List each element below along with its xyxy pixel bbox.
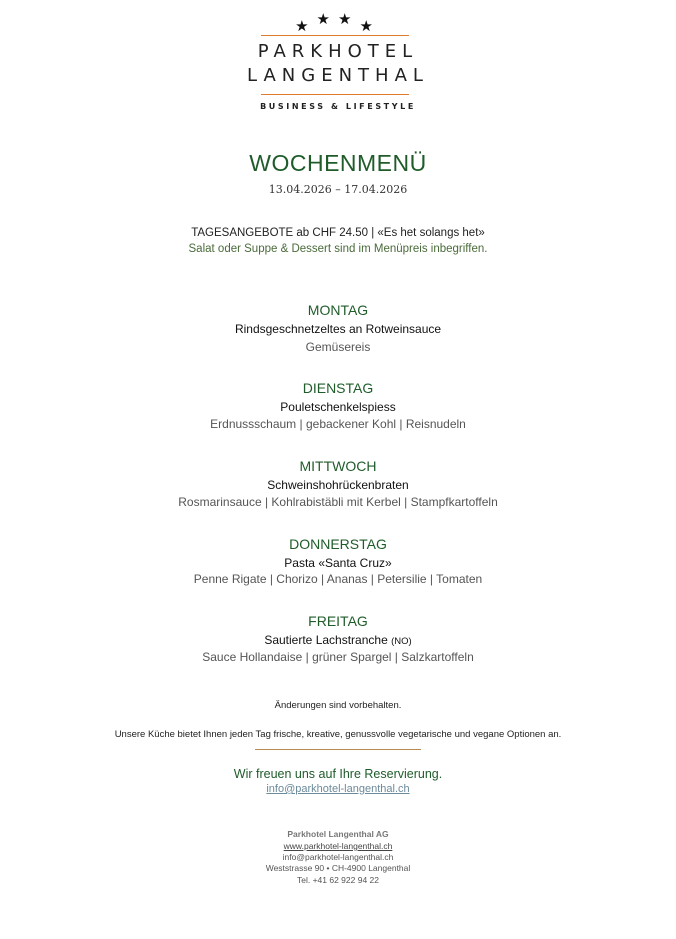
offer-line: TAGESANGEBOTE ab CHF 24.50 | «Es het solangs het»: [191, 227, 485, 239]
reservation-email-link[interactable]: info@parkhotel-langenthal.ch: [266, 783, 410, 795]
footer-email: info@parkhotel-langenthal.ch: [282, 852, 394, 862]
reservation-text: Wir freuen uns auf Ihre Reservierung.: [233, 767, 443, 781]
day-heading: DONNERSTAG: [289, 536, 387, 552]
day-heading: FREITAG: [308, 613, 368, 629]
day-dish: [0, 633, 676, 647]
day-dish: [0, 322, 676, 336]
day-sides: Penne Rigate | Chorizo | Ananas | Petersilie | Tomaten: [193, 572, 483, 586]
star-icon: ★: [359, 18, 381, 35]
star-icon: ★: [295, 18, 317, 35]
day-sides: Gemüsereis: [305, 340, 371, 354]
dish-note: (NO): [391, 636, 412, 647]
section-divider: [255, 749, 421, 750]
logo-line-1: PARKHOTEL: [257, 41, 419, 62]
included-line: Salat oder Suppe & Dessert sind im Menüpreis inbegriffen.: [188, 243, 488, 255]
logo-bottom-line: [261, 94, 409, 95]
day-dish: [0, 478, 676, 492]
dish-name: Sautierte Lachstranche: [264, 633, 388, 647]
footer-company: Parkhotel Langenthal AG: [287, 829, 389, 839]
menu-date-range: 13.04.2026 – 17.04.2026: [268, 183, 408, 196]
footer-address: Weststrasse 90 • CH-4900 Langenthal: [265, 863, 411, 873]
dish-name: Rindsgeschnetzeltes an Rotweinsauce: [234, 322, 442, 336]
logo-line-2: LANGENTHAL: [247, 65, 429, 86]
dish-name: Pasta «Santa Cruz»: [284, 556, 392, 570]
menu-title: WOCHENMENÜ: [249, 150, 427, 176]
day-heading: MITTWOCH: [299, 458, 377, 474]
day-dish: [0, 400, 676, 414]
logo-stars: [0, 10, 676, 35]
day-heading: MONTAG: [307, 302, 369, 318]
dish-name: Schweinshohrückenbraten: [267, 478, 409, 492]
footer-phone: Tel. +41 62 922 94 22: [297, 875, 379, 885]
changes-note: Änderungen sind vorbehalten.: [274, 700, 402, 711]
day-sides: Sauce Hollandaise | grüner Spargel | Salzkartoffeln: [202, 650, 474, 664]
day-heading: DIENSTAG: [302, 380, 374, 396]
footer-website-link[interactable]: www.parkhotel-langenthal.ch: [283, 841, 393, 851]
vegetarian-note: Unsere Küche bietet Ihnen jeden Tag frische, kreative, genussvolle vegetarische und vegane Optionen an.: [114, 729, 562, 740]
logo-tagline: BUSINESS & LIFESTYLE: [260, 102, 416, 111]
star-icon: ★: [316, 11, 338, 28]
dish-name: Pouletschenkelspiess: [280, 400, 396, 414]
day-dish: [0, 556, 676, 570]
star-icon: ★: [338, 11, 360, 28]
day-sides: Rosmarinsauce | Kohlrabistäbli mit Kerbel | Stampfkartoffeln: [178, 495, 498, 509]
logo-top-line: [261, 35, 409, 36]
day-sides: Erdnussschaum | gebackener Kohl | Reisnudeln: [210, 417, 466, 431]
